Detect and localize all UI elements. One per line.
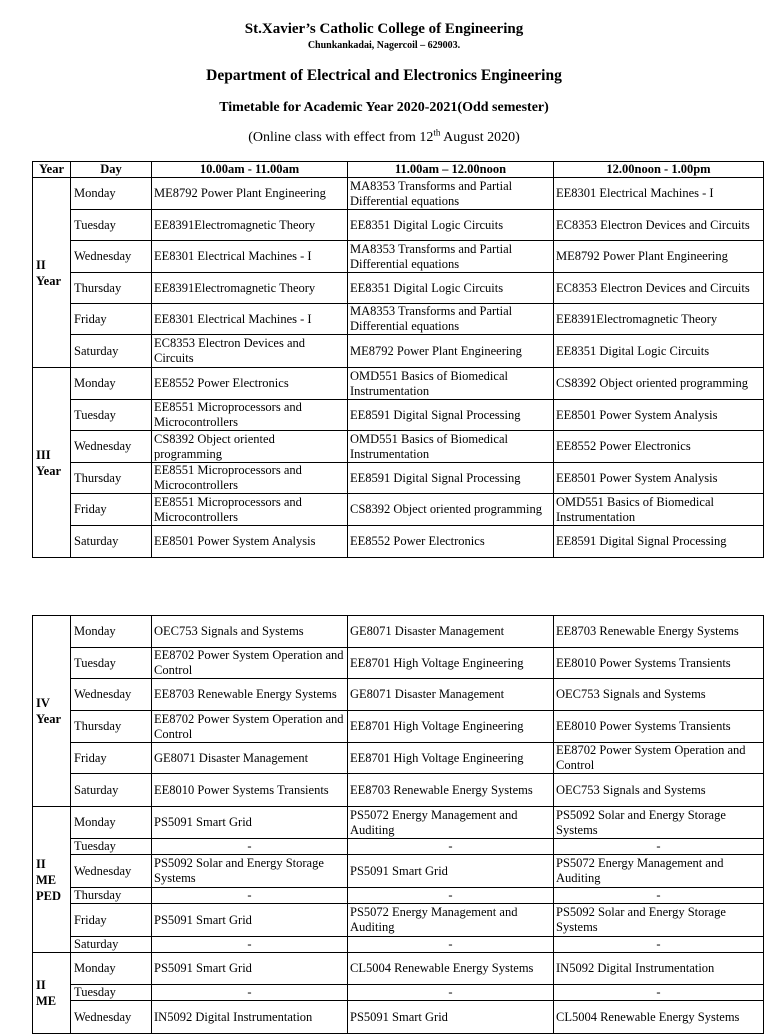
day-cell: Friday <box>71 743 152 774</box>
subject-cell: - <box>348 937 554 953</box>
day-cell: Tuesday <box>71 400 152 431</box>
table-row <box>33 368 764 400</box>
subject-cell: EE8552 Power Electronics <box>152 368 348 400</box>
day-cell: Thursday <box>71 888 152 904</box>
table-row <box>33 743 764 774</box>
day-cell: Tuesday <box>71 210 152 241</box>
subject-cell: EE8391Electromagnetic Theory <box>152 210 348 241</box>
table-row <box>33 494 764 526</box>
subject-cell: EC8353 Electron Devices and Circuits <box>554 273 764 304</box>
effective-date-pre: (Online class with effect from 12 <box>248 130 434 145</box>
subject-cell: EE8301 Electrical Machines - I <box>152 241 348 273</box>
effective-date-sup: th <box>433 127 441 138</box>
day-cell: Saturday <box>71 526 152 558</box>
subject-cell: EC8353 Electron Devices and Circuits <box>152 335 348 368</box>
subject-cell: PS5091 Smart Grid <box>152 904 348 937</box>
subject-cell: - <box>554 985 764 1001</box>
table-row <box>33 463 764 494</box>
subject-cell: PS5091 Smart Grid <box>348 1001 554 1034</box>
col-header-day: Day <box>71 162 152 178</box>
subject-cell: - <box>152 888 348 904</box>
subject-cell: MA8353 Transforms and Partial Differential equations <box>348 178 554 210</box>
subject-cell: EE8702 Power System Operation and Control <box>554 743 764 774</box>
day-cell: Wednesday <box>71 1001 152 1034</box>
year-label-part: III <box>36 447 51 462</box>
subject-cell: - <box>348 888 554 904</box>
timetable-odd-semester-part1 <box>32 161 764 558</box>
day-cell: Monday <box>71 178 152 210</box>
table-row <box>33 526 764 558</box>
subject-cell: EE8591 Digital Signal Processing <box>348 400 554 431</box>
subject-cell: EE8351 Digital Logic Circuits <box>554 335 764 368</box>
effective-date-post: August 2020) <box>440 130 520 145</box>
table-row <box>33 904 764 937</box>
year-cell <box>33 368 71 558</box>
day-cell: Friday <box>71 904 152 937</box>
day-cell: Monday <box>71 953 152 985</box>
subject-cell: CL5004 Renewable Energy Systems <box>348 953 554 985</box>
year-cell <box>33 807 71 953</box>
subject-cell: GE8071 Disaster Management <box>348 616 554 648</box>
year-label-part: ME <box>36 994 57 1008</box>
subject-cell: EE8010 Power Systems Transients <box>554 648 764 679</box>
subject-cell: PS5072 Energy Management and Auditing <box>554 855 764 888</box>
year-cell <box>33 616 71 807</box>
table-row <box>33 1001 764 1034</box>
subject-cell: ME8792 Power Plant Engineering <box>348 335 554 368</box>
day-cell: Wednesday <box>71 679 152 711</box>
day-cell: Wednesday <box>71 431 152 463</box>
col-header-slot1: 10.00am - 11.00am <box>152 162 348 178</box>
subject-cell: OEC753 Signals and Systems <box>554 679 764 711</box>
subject-cell: EE8552 Power Electronics <box>554 431 764 463</box>
subject-cell: IN5092 Digital Instrumentation <box>554 953 764 985</box>
subject-cell: - <box>152 985 348 1001</box>
subject-cell: ME8792 Power Plant Engineering <box>152 178 348 210</box>
table-row <box>33 431 764 463</box>
table-row <box>33 335 764 368</box>
table-row <box>33 774 764 807</box>
subject-cell: - <box>348 839 554 855</box>
col-header-year: Year <box>33 162 71 178</box>
day-cell: Monday <box>71 368 152 400</box>
subject-cell: CS8392 Object oriented programming <box>152 431 348 463</box>
day-cell: Thursday <box>71 711 152 743</box>
subject-cell: EE8301 Electrical Machines - I <box>152 304 348 335</box>
subject-cell: EE8701 High Voltage Engineering <box>348 648 554 679</box>
table-row <box>33 679 764 711</box>
subject-cell: EE8702 Power System Operation and Control <box>152 711 348 743</box>
day-cell: Monday <box>71 807 152 839</box>
subject-cell: PS5091 Smart Grid <box>348 855 554 888</box>
day-cell: Thursday <box>71 273 152 304</box>
subject-cell: GE8071 Disaster Management <box>348 679 554 711</box>
day-cell: Wednesday <box>71 241 152 273</box>
timetable-odd-semester-part2 <box>32 615 764 1034</box>
day-cell: Saturday <box>71 937 152 953</box>
day-cell: Saturday <box>71 774 152 807</box>
table-row <box>33 210 764 241</box>
day-cell: Wednesday <box>71 855 152 888</box>
year-label-part: Year <box>36 463 61 478</box>
subject-cell: EC8353 Electron Devices and Circuits <box>554 210 764 241</box>
subject-cell: PS5072 Energy Management and Auditing <box>348 807 554 839</box>
year-label-part: IV <box>36 696 50 710</box>
col-header-slot3: 12.00noon - 1.00pm <box>554 162 764 178</box>
day-cell: Monday <box>71 616 152 648</box>
year-label-part: ME <box>36 872 57 887</box>
year-label-part: II <box>36 257 46 272</box>
subject-cell: EE8703 Renewable Energy Systems <box>152 679 348 711</box>
subject-cell: EE8351 Digital Logic Circuits <box>348 210 554 241</box>
col-header-slot2: 11.00am – 12.00noon <box>348 162 554 178</box>
college-address: Chunkankadai, Nagercoil – 629003. <box>307 40 461 51</box>
table-row <box>33 178 764 210</box>
subject-cell: EE8551 Microprocessors and Microcontrollers <box>152 463 348 494</box>
table-header-row <box>33 162 764 178</box>
year-cell <box>33 953 71 1034</box>
subject-cell: PS5092 Solar and Energy Storage Systems <box>554 807 764 839</box>
subject-cell: EE8552 Power Electronics <box>348 526 554 558</box>
subject-cell: IN5092 Digital Instrumentation <box>152 1001 348 1034</box>
subject-cell: EE8391Electromagnetic Theory <box>152 273 348 304</box>
table-row <box>33 648 764 679</box>
subject-cell: - <box>152 839 348 855</box>
subject-cell: EE8351 Digital Logic Circuits <box>348 273 554 304</box>
subject-cell: EE8703 Renewable Energy Systems <box>554 616 764 648</box>
subject-cell: - <box>554 839 764 855</box>
subject-cell: EE8551 Microprocessors and Microcontrollers <box>152 494 348 526</box>
subject-cell: EE8702 Power System Operation and Control <box>152 648 348 679</box>
subject-cell: EE8501 Power System Analysis <box>554 400 764 431</box>
subject-cell: MA8353 Transforms and Partial Differential equations <box>348 304 554 335</box>
table-row <box>33 855 764 888</box>
department-title: Department of Electrical and Electronics Engineering <box>206 67 562 84</box>
subject-cell: PS5091 Smart Grid <box>152 953 348 985</box>
subject-cell: OEC753 Signals and Systems <box>554 774 764 807</box>
table-row <box>33 985 764 1001</box>
subject-cell: EE8010 Power Systems Transients <box>152 774 348 807</box>
table-row <box>33 937 764 953</box>
day-cell: Tuesday <box>71 985 152 1001</box>
subject-cell: EE8501 Power System Analysis <box>152 526 348 558</box>
day-cell: Tuesday <box>71 648 152 679</box>
subject-cell: PS5092 Solar and Energy Storage Systems <box>554 904 764 937</box>
year-label-part: Year <box>36 712 61 726</box>
subject-cell: OMD551 Basics of Biomedical Instrumentation <box>348 368 554 400</box>
table-row <box>33 953 764 985</box>
subject-cell: OMD551 Basics of Biomedical Instrumentation <box>554 494 764 526</box>
subject-cell: CS8392 Object oriented programming <box>348 494 554 526</box>
subject-cell: OEC753 Signals and Systems <box>152 616 348 648</box>
table-row <box>33 839 764 855</box>
subject-cell: EE8551 Microprocessors and Microcontrollers <box>152 400 348 431</box>
subject-cell: OMD551 Basics of Biomedical Instrumentation <box>348 431 554 463</box>
subject-cell: EE8703 Renewable Energy Systems <box>348 774 554 807</box>
year-label-part: PED <box>36 888 61 903</box>
table-row <box>33 888 764 904</box>
subject-cell: GE8071 Disaster Management <box>152 743 348 774</box>
subject-cell: MA8353 Transforms and Partial Differential equations <box>348 241 554 273</box>
day-cell: Tuesday <box>71 839 152 855</box>
effective-date-note <box>0 127 768 146</box>
subject-cell: ME8792 Power Plant Engineering <box>554 241 764 273</box>
subject-cell: PS5092 Solar and Energy Storage Systems <box>152 855 348 888</box>
subject-cell: CL5004 Renewable Energy Systems <box>554 1001 764 1034</box>
subject-cell: EE8010 Power Systems Transients <box>554 711 764 743</box>
subject-cell: PS5072 Energy Management and Auditing <box>348 904 554 937</box>
table-row <box>33 807 764 839</box>
subject-cell: EE8701 High Voltage Engineering <box>348 711 554 743</box>
table-row <box>33 304 764 335</box>
table-row <box>33 400 764 431</box>
subject-cell: PS5091 Smart Grid <box>152 807 348 839</box>
subject-cell: EE8391Electromagnetic Theory <box>554 304 764 335</box>
day-cell: Saturday <box>71 335 152 368</box>
subject-cell: EE8591 Digital Signal Processing <box>554 526 764 558</box>
subject-cell: - <box>152 937 348 953</box>
subject-cell: EE8701 High Voltage Engineering <box>348 743 554 774</box>
day-cell: Friday <box>71 304 152 335</box>
subject-cell: - <box>554 888 764 904</box>
table-row <box>33 616 764 648</box>
subject-cell: EE8301 Electrical Machines - I <box>554 178 764 210</box>
subject-cell: EE8591 Digital Signal Processing <box>348 463 554 494</box>
table-row <box>33 241 764 273</box>
subject-cell: EE8501 Power System Analysis <box>554 463 764 494</box>
year-label-part: Year <box>36 273 61 288</box>
college-name: St.Xavier’s Catholic College of Engineering <box>244 21 524 37</box>
year-label-part: II <box>36 978 46 992</box>
table-row <box>33 711 764 743</box>
year-cell <box>33 178 71 368</box>
day-cell: Friday <box>71 494 152 526</box>
table-row <box>33 273 764 304</box>
subject-cell: CS8392 Object oriented programming <box>554 368 764 400</box>
year-label-part: II <box>36 856 46 871</box>
subject-cell: - <box>348 985 554 1001</box>
timetable-title: Timetable for Academic Year 2020-2021(Odd semester) <box>219 100 549 115</box>
day-cell: Thursday <box>71 463 152 494</box>
subject-cell: - <box>554 937 764 953</box>
